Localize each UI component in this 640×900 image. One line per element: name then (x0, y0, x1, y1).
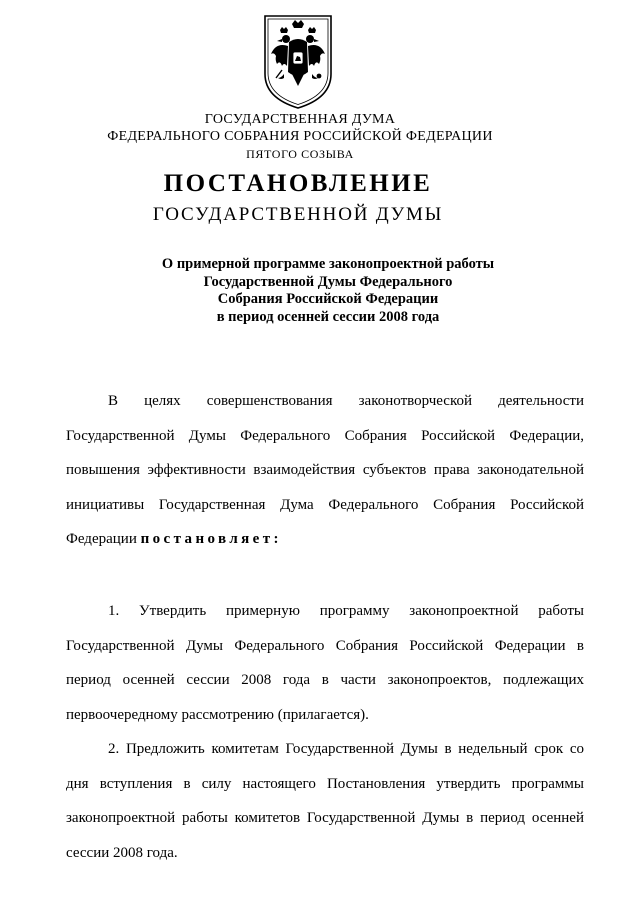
org-name-line-1: ГОСУДАРСТВЕННАЯ ДУМА (204, 112, 396, 127)
preamble-line-5 (66, 522, 584, 557)
convocation-label: ПЯТОГО СОЗЫВА (246, 147, 354, 161)
document-type-title: ПОСТАНОВЛЕНИЕ (163, 170, 433, 197)
item-1-word: Утвердить (139, 603, 207, 619)
subject-line: Государственной Думы Федерального (203, 273, 453, 290)
item-1-line-2: Государственной Думы Федерального Собрания Российской Федерации в (66, 637, 584, 654)
item-1-word: программу (319, 603, 390, 619)
item-2-line-4: сессии 2008 года. (66, 844, 178, 861)
preamble-word: В (108, 393, 119, 409)
item-1-line-3: период осенней сессии 2008 года в части законопроектов, подлежащих (66, 672, 584, 688)
item-2-paragraph (66, 732, 584, 870)
subject-line: О примерной программе законопроектной работы (161, 256, 495, 272)
preamble-line-1 (66, 384, 584, 419)
document-issuer: ГОСУДАРСТВЕННОЙ ДУМЫ (152, 204, 444, 225)
preamble-line-3: повышения эффективности взаимодействия субъектов права законодательной (66, 462, 584, 478)
preamble-line-4: инициативы Государственная Дума Федерального Собрания Российской (66, 496, 584, 513)
item-1-line-1 (66, 594, 584, 629)
item-1-word: законопроектной (409, 603, 519, 619)
item-2-line-3: законопроектной работы комитетов Государственной Думы в период осенней (66, 810, 584, 826)
subject-line: Собрания Российской Федерации (217, 291, 439, 307)
decree-word: постановляет: (140, 531, 282, 547)
item-1-word: работы (538, 603, 584, 619)
item-1-word: 1. (108, 603, 120, 619)
preamble-word: совершенствования (206, 393, 333, 409)
preamble-word: целях (144, 393, 181, 409)
preamble-paragraph (66, 384, 584, 557)
preamble-word: законотворческой (358, 393, 473, 409)
preamble-line-5-start: Федерации (66, 531, 141, 547)
item-1-word: примерную (225, 603, 300, 619)
item-2-line-2: дня вступления в силу настоящего Постановления утвердить программы (66, 775, 584, 792)
item-2-line-1: 2. Предложить комитетам Государственной Думы в недельный срок со (108, 741, 584, 757)
coat-of-arms-emblem (262, 14, 334, 110)
org-name-line-2: ФЕДЕРАЛЬНОГО СОБРАНИЯ РОССИЙСКОЙ ФЕДЕРАЦИИ (107, 129, 493, 144)
preamble-line-2: Государственной Думы Федерального Собрания Российской Федерации, (66, 427, 584, 444)
preamble-word: деятельности (498, 393, 584, 409)
subject-line: в период осенней сессии 2008 года (216, 308, 440, 325)
item-1-paragraph (66, 594, 584, 732)
item-1-line-4: первоочередному рассмотрению (прилагается). (66, 706, 369, 723)
document-subject (0, 256, 640, 326)
